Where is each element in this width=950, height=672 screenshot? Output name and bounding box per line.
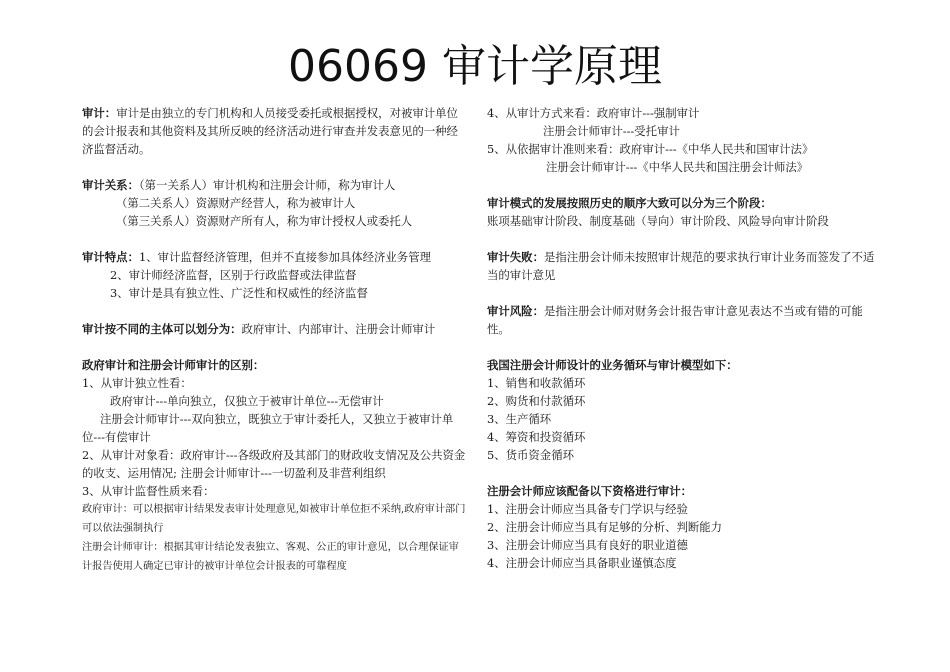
business-cycle-item: 2、购货和付款循环 (487, 394, 586, 408)
qualification-item: 2、注册会计师应当具有足够的分析、判断能力 (487, 520, 723, 534)
audit-failure-text: 是指注册会计师未按照审计规范的要求执行审计业务而签发了不适当的审计意见 (487, 250, 875, 282)
audit-types-text: 政府审计、内部审计、注册会计师审计 (241, 322, 436, 336)
audit-risk (487, 302, 882, 338)
qualification-item: 1、注册会计师应当具备专门学识与经验 (487, 502, 688, 516)
audit-features-heading: 审计特点： (82, 250, 139, 264)
qualifications-heading: 注册会计师应该配备以下资格进行审计： (487, 484, 693, 498)
audit-definition (82, 104, 466, 158)
audit-feature-2: 2、审计师经济监督，区别于行政监督或法律监督 (110, 268, 357, 282)
difference-4b: 注册会计师审计---受托审计 (543, 124, 680, 138)
difference-1: 1、从审计独立性看： (82, 376, 192, 390)
audit-relationship-2: （第二关系人）资源财产经营人，称为被审计人 (116, 196, 356, 210)
audit-definition-heading: 审计： (82, 106, 117, 120)
left-column (82, 104, 466, 576)
audit-definition-text: 审计是由独立的专门机构和人员接受委托或根据授权，对被审计单位的会计报表和其他资料及其所反映的经济活动进行审查并发表意见的一种经济监督活动。 (82, 106, 458, 156)
difference-5b: 注册会计师审计---《中华人民共和国注册会计师法》 (546, 160, 809, 174)
business-cycle-item: 1、销售和收款循环 (487, 376, 586, 390)
qualification-item: 4、注册会计师应当具备职业谨慎态度 (487, 556, 677, 570)
audit-failure (487, 248, 882, 284)
differences-heading: 政府审计和注册会计师审计的区别： (82, 358, 265, 372)
audit-relationship-3: （第三关系人）资源财产所有人，称为审计授权人或委托人 (116, 214, 413, 228)
difference-1a: 政府审计---单向独立，仅独立于被审计单位---无偿审计 (110, 394, 384, 408)
difference-3a: 政府审计：可以根据审计结果发表审计处理意见,如被审计单位拒不采纳,政府审计部门可以依法强制执行 (82, 504, 466, 534)
audit-failure-heading: 审计失败： (487, 250, 544, 264)
audit-relationship (82, 176, 466, 194)
page-title: 06069 审计学原理 (288, 41, 662, 92)
right-column (487, 104, 882, 572)
difference-1b: 注册会计师审计---双向独立，既独立于审计委托人，又独立于被审计单位---有偿审计 (82, 412, 454, 444)
audit-mode-text: 账项基础审计阶段、制度基础（导向）审计阶段、风险导向审计阶段 (487, 214, 829, 228)
audit-relationship-heading: 审计关系： (82, 178, 139, 192)
audit-risk-heading: 审计风险： (487, 304, 544, 318)
audit-features (82, 248, 466, 266)
difference-4: 4、从审计方式来看：政府审计---强制审计 (487, 106, 700, 120)
difference-3b: 注册会计师审计：根据其审计结论发表独立、客观、公正的审计意见，以合理保证审计报告使用人确定已审计的被审计单位会计报表的可靠程度 (82, 542, 459, 572)
difference-5: 5、从依据审计准则来看：政府审计---《中华人民共和国审计法》 (487, 142, 814, 156)
audit-types (82, 320, 466, 338)
audit-feature-3: 3、审计是具有独立性、广泛性和权威性的经济监督 (110, 286, 368, 300)
audit-risk-text: 是指注册会计师对财务会计报告审计意见表达不当或有错的可能性。 (487, 304, 863, 336)
business-cycle-item: 4、筹资和投资循环 (487, 430, 586, 444)
business-cycles-heading: 我国注册会计师设计的业务循环与审计模型如下： (487, 358, 738, 372)
difference-3: 3、从审计监督性质来看： (82, 484, 215, 498)
business-cycle-item: 3、生产循环 (487, 412, 552, 426)
audit-mode-heading: 审计模式的发展按照历史的顺序大致可以分为三个阶段： (487, 196, 772, 210)
business-cycle-item: 5、货币资金循环 (487, 448, 574, 462)
audit-types-heading: 审计按不同的主体可以划分为： (82, 322, 242, 336)
difference-2: 2、从审计对象看：政府审计---各级政府及其部门的财政收支情况及公共资金的收支、运用情况; 注册会计师审计---一切盈利及非营利组织 (82, 448, 466, 480)
audit-feature-1: 1、审计监督经济管理，但并不直接参加具体经济业务管理 (138, 250, 431, 264)
qualification-item: 3、注册会计师应当具有良好的职业道德 (487, 538, 688, 552)
audit-relationship-1: （第一关系人）审计机构和注册会计师，称为审计人 (138, 178, 396, 192)
